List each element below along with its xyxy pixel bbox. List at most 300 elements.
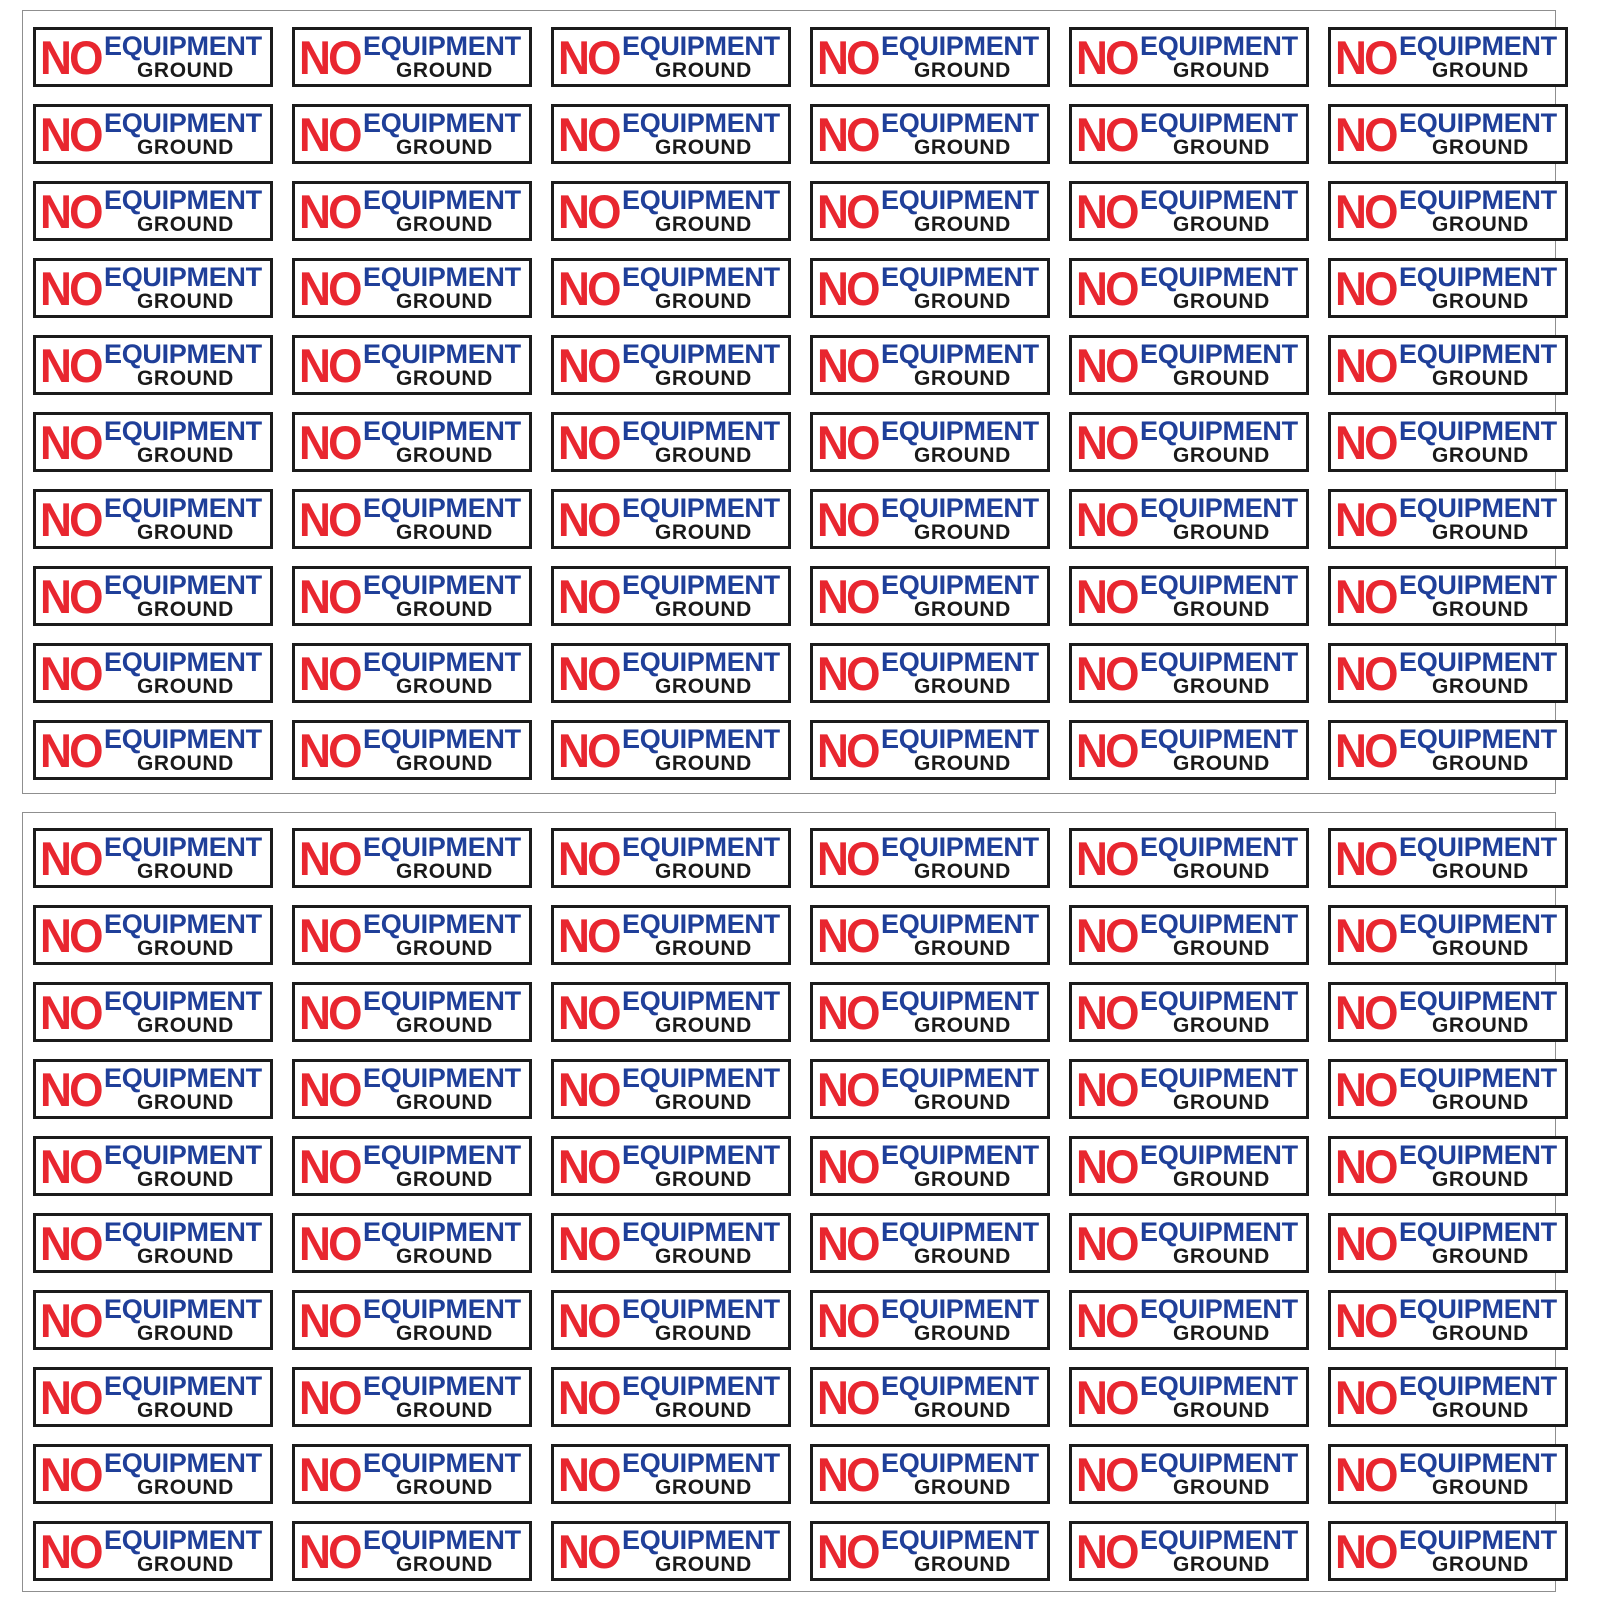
label-no-text: NO xyxy=(299,493,360,546)
label-equipment-text: EQUIPMENT xyxy=(881,986,1039,1016)
no-equipment-ground-label xyxy=(1328,643,1568,703)
no-equipment-ground-label xyxy=(551,720,791,780)
label-ground-text: GROUND xyxy=(1173,136,1270,159)
label-equipment-text: EQUIPMENT xyxy=(104,986,262,1016)
label-equipment-text: EQUIPMENT xyxy=(881,1448,1039,1478)
label-ground-text: GROUND xyxy=(396,598,493,621)
label-ground-text: GROUND xyxy=(396,1245,493,1268)
label-equipment-text: EQUIPMENT xyxy=(363,647,521,677)
label-sheet-bottom xyxy=(22,812,1556,1592)
label-ground-text: GROUND xyxy=(1432,598,1529,621)
label-equipment-text: EQUIPMENT xyxy=(622,31,780,61)
label-ground-text: GROUND xyxy=(137,1245,234,1268)
no-equipment-ground-label xyxy=(810,27,1050,87)
label-no-text: NO xyxy=(817,1063,878,1116)
no-equipment-ground-label xyxy=(292,27,532,87)
no-equipment-ground-label xyxy=(1328,1367,1568,1427)
no-equipment-ground-label xyxy=(1069,720,1309,780)
no-equipment-ground-label xyxy=(33,335,273,395)
no-equipment-ground-label xyxy=(33,1367,273,1427)
label-no-text: NO xyxy=(40,339,101,392)
label-equipment-text: EQUIPMENT xyxy=(1140,339,1298,369)
label-equipment-text: EQUIPMENT xyxy=(363,832,521,862)
no-equipment-ground-label xyxy=(1069,335,1309,395)
no-equipment-ground-label xyxy=(33,412,273,472)
label-ground-text: GROUND xyxy=(396,1476,493,1499)
label-ground-text: GROUND xyxy=(914,521,1011,544)
no-equipment-ground-label xyxy=(1328,1059,1568,1119)
label-ground-text: GROUND xyxy=(137,1091,234,1114)
label-equipment-text: EQUIPMENT xyxy=(104,416,262,446)
no-equipment-ground-label xyxy=(33,27,273,87)
label-equipment-text: EQUIPMENT xyxy=(1140,1217,1298,1247)
label-ground-text: GROUND xyxy=(914,1168,1011,1191)
label-no-text: NO xyxy=(1076,986,1137,1039)
label-no-text: NO xyxy=(558,416,619,469)
label-ground-text: GROUND xyxy=(137,1168,234,1191)
label-no-text: NO xyxy=(1076,1140,1137,1193)
label-equipment-text: EQUIPMENT xyxy=(104,339,262,369)
label-equipment-text: EQUIPMENT xyxy=(1399,108,1557,138)
no-equipment-ground-label xyxy=(292,1367,532,1427)
label-no-text: NO xyxy=(1335,108,1396,161)
label-no-text: NO xyxy=(817,31,878,84)
label-ground-text: GROUND xyxy=(914,1245,1011,1268)
label-no-text: NO xyxy=(1076,262,1137,315)
label-no-text: NO xyxy=(1076,1217,1137,1270)
label-equipment-text: EQUIPMENT xyxy=(622,1448,780,1478)
label-equipment-text: EQUIPMENT xyxy=(881,647,1039,677)
no-equipment-ground-label xyxy=(810,104,1050,164)
no-equipment-ground-label xyxy=(1069,27,1309,87)
label-equipment-text: EQUIPMENT xyxy=(622,1140,780,1170)
no-equipment-ground-label xyxy=(292,643,532,703)
no-equipment-ground-label xyxy=(551,1213,791,1273)
label-ground-text: GROUND xyxy=(1173,1168,1270,1191)
label-equipment-text: EQUIPMENT xyxy=(104,647,262,677)
label-equipment-text: EQUIPMENT xyxy=(363,909,521,939)
label-sheet-top xyxy=(22,10,1556,794)
label-equipment-text: EQUIPMENT xyxy=(622,986,780,1016)
no-equipment-ground-label xyxy=(1328,335,1568,395)
no-equipment-ground-label xyxy=(1069,1059,1309,1119)
no-equipment-ground-label xyxy=(810,1444,1050,1504)
label-no-text: NO xyxy=(299,339,360,392)
label-ground-text: GROUND xyxy=(1173,444,1270,467)
label-ground-text: GROUND xyxy=(1173,521,1270,544)
label-ground-text: GROUND xyxy=(396,521,493,544)
no-equipment-ground-label xyxy=(33,566,273,626)
label-ground-text: GROUND xyxy=(914,213,1011,236)
label-ground-text: GROUND xyxy=(914,675,1011,698)
label-equipment-text: EQUIPMENT xyxy=(881,185,1039,215)
label-ground-text: GROUND xyxy=(1432,1168,1529,1191)
label-no-text: NO xyxy=(40,724,101,777)
label-no-text: NO xyxy=(1076,339,1137,392)
no-equipment-ground-label xyxy=(292,1290,532,1350)
label-ground-text: GROUND xyxy=(396,290,493,313)
label-equipment-text: EQUIPMENT xyxy=(1399,339,1557,369)
label-equipment-text: EQUIPMENT xyxy=(1140,832,1298,862)
label-equipment-text: EQUIPMENT xyxy=(881,1140,1039,1170)
label-no-text: NO xyxy=(1335,185,1396,238)
label-equipment-text: EQUIPMENT xyxy=(104,1448,262,1478)
label-ground-text: GROUND xyxy=(1432,213,1529,236)
no-equipment-ground-label xyxy=(551,1444,791,1504)
no-equipment-ground-label xyxy=(33,1213,273,1273)
label-ground-text: GROUND xyxy=(914,752,1011,775)
label-no-text: NO xyxy=(40,1140,101,1193)
no-equipment-ground-label xyxy=(292,104,532,164)
no-equipment-ground-label xyxy=(551,335,791,395)
label-equipment-text: EQUIPMENT xyxy=(881,724,1039,754)
no-equipment-ground-label xyxy=(1069,643,1309,703)
label-ground-text: GROUND xyxy=(1173,1399,1270,1422)
label-ground-text: GROUND xyxy=(1432,1476,1529,1499)
no-equipment-ground-label xyxy=(1069,489,1309,549)
label-equipment-text: EQUIPMENT xyxy=(622,570,780,600)
label-no-text: NO xyxy=(817,647,878,700)
label-ground-text: GROUND xyxy=(655,1168,752,1191)
no-equipment-ground-label xyxy=(292,1136,532,1196)
label-ground-text: GROUND xyxy=(655,598,752,621)
no-equipment-ground-label xyxy=(810,1213,1050,1273)
no-equipment-ground-label xyxy=(1328,982,1568,1042)
label-ground-text: GROUND xyxy=(655,1399,752,1422)
label-equipment-text: EQUIPMENT xyxy=(1399,493,1557,523)
label-no-text: NO xyxy=(1076,31,1137,84)
no-equipment-ground-label xyxy=(1069,1521,1309,1581)
label-ground-text: GROUND xyxy=(1432,675,1529,698)
label-ground-text: GROUND xyxy=(137,937,234,960)
no-equipment-ground-label xyxy=(810,1290,1050,1350)
label-ground-text: GROUND xyxy=(655,1014,752,1037)
label-no-text: NO xyxy=(299,262,360,315)
no-equipment-ground-label xyxy=(810,335,1050,395)
label-ground-text: GROUND xyxy=(1432,59,1529,82)
no-equipment-ground-label xyxy=(1328,720,1568,780)
label-ground-text: GROUND xyxy=(137,59,234,82)
label-equipment-text: EQUIPMENT xyxy=(881,108,1039,138)
label-no-text: NO xyxy=(558,108,619,161)
label-ground-text: GROUND xyxy=(396,367,493,390)
label-no-text: NO xyxy=(558,1140,619,1193)
label-ground-text: GROUND xyxy=(396,1322,493,1345)
label-ground-text: GROUND xyxy=(137,367,234,390)
label-no-text: NO xyxy=(817,108,878,161)
label-equipment-text: EQUIPMENT xyxy=(1140,185,1298,215)
label-ground-text: GROUND xyxy=(1173,59,1270,82)
no-equipment-ground-label xyxy=(33,828,273,888)
label-ground-text: GROUND xyxy=(396,1553,493,1576)
label-equipment-text: EQUIPMENT xyxy=(1140,416,1298,446)
no-equipment-ground-label xyxy=(810,1367,1050,1427)
label-equipment-text: EQUIPMENT xyxy=(363,416,521,446)
label-no-text: NO xyxy=(40,909,101,962)
label-ground-text: GROUND xyxy=(396,59,493,82)
label-equipment-text: EQUIPMENT xyxy=(1140,31,1298,61)
no-equipment-ground-label xyxy=(551,489,791,549)
label-equipment-text: EQUIPMENT xyxy=(1140,493,1298,523)
label-ground-text: GROUND xyxy=(137,675,234,698)
label-equipment-text: EQUIPMENT xyxy=(104,1063,262,1093)
no-equipment-ground-label xyxy=(292,1521,532,1581)
no-equipment-ground-label xyxy=(551,104,791,164)
label-no-text: NO xyxy=(1076,185,1137,238)
label-equipment-text: EQUIPMENT xyxy=(1399,1063,1557,1093)
label-no-text: NO xyxy=(558,1525,619,1578)
label-no-text: NO xyxy=(1335,647,1396,700)
label-no-text: NO xyxy=(1076,724,1137,777)
label-equipment-text: EQUIPMENT xyxy=(1140,986,1298,1016)
no-equipment-ground-label xyxy=(551,258,791,318)
label-ground-text: GROUND xyxy=(1432,521,1529,544)
label-ground-text: GROUND xyxy=(655,367,752,390)
label-equipment-text: EQUIPMENT xyxy=(104,1294,262,1324)
no-equipment-ground-label xyxy=(33,104,273,164)
label-equipment-text: EQUIPMENT xyxy=(881,493,1039,523)
label-ground-text: GROUND xyxy=(137,213,234,236)
label-equipment-text: EQUIPMENT xyxy=(1399,416,1557,446)
label-equipment-text: EQUIPMENT xyxy=(1140,262,1298,292)
label-no-text: NO xyxy=(1335,1217,1396,1270)
label-ground-text: GROUND xyxy=(137,136,234,159)
no-equipment-ground-label xyxy=(810,258,1050,318)
label-equipment-text: EQUIPMENT xyxy=(1140,724,1298,754)
label-equipment-text: EQUIPMENT xyxy=(104,724,262,754)
no-equipment-ground-label xyxy=(33,905,273,965)
label-no-text: NO xyxy=(1076,1294,1137,1347)
no-equipment-ground-label xyxy=(810,643,1050,703)
label-equipment-text: EQUIPMENT xyxy=(363,185,521,215)
label-ground-text: GROUND xyxy=(1432,860,1529,883)
label-ground-text: GROUND xyxy=(137,598,234,621)
label-equipment-text: EQUIPMENT xyxy=(104,493,262,523)
label-no-text: NO xyxy=(299,1371,360,1424)
label-no-text: NO xyxy=(299,108,360,161)
label-equipment-text: EQUIPMENT xyxy=(881,31,1039,61)
label-ground-text: GROUND xyxy=(655,675,752,698)
label-ground-text: GROUND xyxy=(1432,444,1529,467)
label-no-text: NO xyxy=(1076,1371,1137,1424)
no-equipment-ground-label xyxy=(33,1136,273,1196)
no-equipment-ground-label xyxy=(292,982,532,1042)
label-equipment-text: EQUIPMENT xyxy=(881,832,1039,862)
label-no-text: NO xyxy=(40,832,101,885)
label-no-text: NO xyxy=(299,416,360,469)
label-ground-text: GROUND xyxy=(655,1091,752,1114)
label-no-text: NO xyxy=(1335,1371,1396,1424)
no-equipment-ground-label xyxy=(1328,828,1568,888)
label-equipment-text: EQUIPMENT xyxy=(1140,1063,1298,1093)
label-no-text: NO xyxy=(1335,1448,1396,1501)
label-no-text: NO xyxy=(1335,570,1396,623)
no-equipment-ground-label xyxy=(292,566,532,626)
no-equipment-ground-label xyxy=(810,828,1050,888)
label-equipment-text: EQUIPMENT xyxy=(1140,1294,1298,1324)
no-equipment-ground-label xyxy=(810,489,1050,549)
label-equipment-text: EQUIPMENT xyxy=(881,1294,1039,1324)
label-no-text: NO xyxy=(1076,1525,1137,1578)
label-no-text: NO xyxy=(817,832,878,885)
label-ground-text: GROUND xyxy=(1432,290,1529,313)
no-equipment-ground-label xyxy=(292,335,532,395)
no-equipment-ground-label xyxy=(1328,1213,1568,1273)
label-equipment-text: EQUIPMENT xyxy=(104,1217,262,1247)
label-no-text: NO xyxy=(1335,1063,1396,1116)
label-equipment-text: EQUIPMENT xyxy=(622,262,780,292)
label-equipment-text: EQUIPMENT xyxy=(104,832,262,862)
label-no-text: NO xyxy=(40,108,101,161)
label-no-text: NO xyxy=(299,1525,360,1578)
no-equipment-ground-label xyxy=(551,1059,791,1119)
no-equipment-ground-label xyxy=(1328,489,1568,549)
label-ground-text: GROUND xyxy=(655,1245,752,1268)
label-no-text: NO xyxy=(1076,1448,1137,1501)
label-equipment-text: EQUIPMENT xyxy=(363,1294,521,1324)
label-ground-text: GROUND xyxy=(1432,1014,1529,1037)
label-ground-text: GROUND xyxy=(137,860,234,883)
label-ground-text: GROUND xyxy=(655,1322,752,1345)
label-ground-text: GROUND xyxy=(1173,860,1270,883)
label-equipment-text: EQUIPMENT xyxy=(1399,1217,1557,1247)
label-equipment-text: EQUIPMENT xyxy=(1399,724,1557,754)
label-no-text: NO xyxy=(1335,31,1396,84)
label-ground-text: GROUND xyxy=(396,444,493,467)
no-equipment-ground-label xyxy=(1069,905,1309,965)
label-ground-text: GROUND xyxy=(396,213,493,236)
label-equipment-text: EQUIPMENT xyxy=(881,909,1039,939)
label-ground-text: GROUND xyxy=(396,1091,493,1114)
label-no-text: NO xyxy=(558,986,619,1039)
label-ground-text: GROUND xyxy=(1173,937,1270,960)
label-ground-text: GROUND xyxy=(1173,1553,1270,1576)
label-equipment-text: EQUIPMENT xyxy=(363,1217,521,1247)
label-ground-text: GROUND xyxy=(1173,598,1270,621)
label-no-text: NO xyxy=(817,339,878,392)
label-ground-text: GROUND xyxy=(137,752,234,775)
no-equipment-ground-label xyxy=(33,643,273,703)
label-equipment-text: EQUIPMENT xyxy=(363,1063,521,1093)
label-equipment-text: EQUIPMENT xyxy=(622,108,780,138)
label-ground-text: GROUND xyxy=(914,598,1011,621)
label-no-text: NO xyxy=(40,1525,101,1578)
label-ground-text: GROUND xyxy=(137,1399,234,1422)
label-no-text: NO xyxy=(1335,1140,1396,1193)
label-equipment-text: EQUIPMENT xyxy=(1399,1294,1557,1324)
label-ground-text: GROUND xyxy=(1432,1091,1529,1114)
label-ground-text: GROUND xyxy=(137,444,234,467)
label-no-text: NO xyxy=(558,1217,619,1270)
label-no-text: NO xyxy=(558,1371,619,1424)
no-equipment-ground-label xyxy=(551,181,791,241)
label-no-text: NO xyxy=(558,1063,619,1116)
label-no-text: NO xyxy=(299,832,360,885)
label-equipment-text: EQUIPMENT xyxy=(363,31,521,61)
no-equipment-ground-label xyxy=(551,1521,791,1581)
label-equipment-text: EQUIPMENT xyxy=(104,570,262,600)
label-ground-text: GROUND xyxy=(655,937,752,960)
label-no-text: NO xyxy=(40,986,101,1039)
label-equipment-text: EQUIPMENT xyxy=(1140,1140,1298,1170)
label-ground-text: GROUND xyxy=(396,752,493,775)
no-equipment-ground-label xyxy=(1328,1521,1568,1581)
label-no-text: NO xyxy=(1076,416,1137,469)
label-equipment-text: EQUIPMENT xyxy=(881,1525,1039,1555)
label-no-text: NO xyxy=(817,1448,878,1501)
label-equipment-text: EQUIPMENT xyxy=(881,1371,1039,1401)
label-equipment-text: EQUIPMENT xyxy=(104,909,262,939)
label-no-text: NO xyxy=(1335,493,1396,546)
no-equipment-ground-label xyxy=(292,905,532,965)
label-equipment-text: EQUIPMENT xyxy=(1399,1448,1557,1478)
label-equipment-text: EQUIPMENT xyxy=(104,108,262,138)
label-no-text: NO xyxy=(817,724,878,777)
no-equipment-ground-label xyxy=(1069,258,1309,318)
label-no-text: NO xyxy=(299,31,360,84)
label-no-text: NO xyxy=(1076,832,1137,885)
label-equipment-text: EQUIPMENT xyxy=(1140,1371,1298,1401)
label-no-text: NO xyxy=(299,1140,360,1193)
label-ground-text: GROUND xyxy=(137,290,234,313)
label-ground-text: GROUND xyxy=(655,752,752,775)
label-no-text: NO xyxy=(558,339,619,392)
no-equipment-ground-label xyxy=(1069,1136,1309,1196)
label-equipment-text: EQUIPMENT xyxy=(363,262,521,292)
label-ground-text: GROUND xyxy=(655,136,752,159)
no-equipment-ground-label xyxy=(1069,104,1309,164)
no-equipment-ground-label xyxy=(33,720,273,780)
label-ground-text: GROUND xyxy=(655,860,752,883)
label-grid xyxy=(33,828,1568,1581)
label-equipment-text: EQUIPMENT xyxy=(622,909,780,939)
no-equipment-ground-label xyxy=(1328,1290,1568,1350)
label-equipment-text: EQUIPMENT xyxy=(363,339,521,369)
label-no-text: NO xyxy=(1335,262,1396,315)
label-ground-text: GROUND xyxy=(396,860,493,883)
label-equipment-text: EQUIPMENT xyxy=(363,1448,521,1478)
label-ground-text: GROUND xyxy=(1432,367,1529,390)
label-equipment-text: EQUIPMENT xyxy=(881,262,1039,292)
label-equipment-text: EQUIPMENT xyxy=(1399,185,1557,215)
label-no-text: NO xyxy=(558,185,619,238)
no-equipment-ground-label xyxy=(1328,412,1568,472)
label-ground-text: GROUND xyxy=(655,521,752,544)
label-no-text: NO xyxy=(299,1217,360,1270)
label-no-text: NO xyxy=(1076,909,1137,962)
no-equipment-ground-label xyxy=(810,412,1050,472)
label-no-text: NO xyxy=(40,570,101,623)
label-equipment-text: EQUIPMENT xyxy=(363,724,521,754)
label-ground-text: GROUND xyxy=(396,937,493,960)
label-ground-text: GROUND xyxy=(1432,752,1529,775)
no-equipment-ground-label xyxy=(292,258,532,318)
no-equipment-ground-label xyxy=(551,412,791,472)
no-equipment-ground-label xyxy=(810,566,1050,626)
label-equipment-text: EQUIPMENT xyxy=(363,493,521,523)
no-equipment-ground-label xyxy=(292,828,532,888)
label-no-text: NO xyxy=(40,185,101,238)
label-no-text: NO xyxy=(40,493,101,546)
label-no-text: NO xyxy=(1076,647,1137,700)
label-ground-text: GROUND xyxy=(914,1553,1011,1576)
label-no-text: NO xyxy=(817,416,878,469)
label-ground-text: GROUND xyxy=(1432,1399,1529,1422)
label-no-text: NO xyxy=(1076,493,1137,546)
label-ground-text: GROUND xyxy=(914,367,1011,390)
label-no-text: NO xyxy=(817,185,878,238)
label-equipment-text: EQUIPMENT xyxy=(1399,1371,1557,1401)
